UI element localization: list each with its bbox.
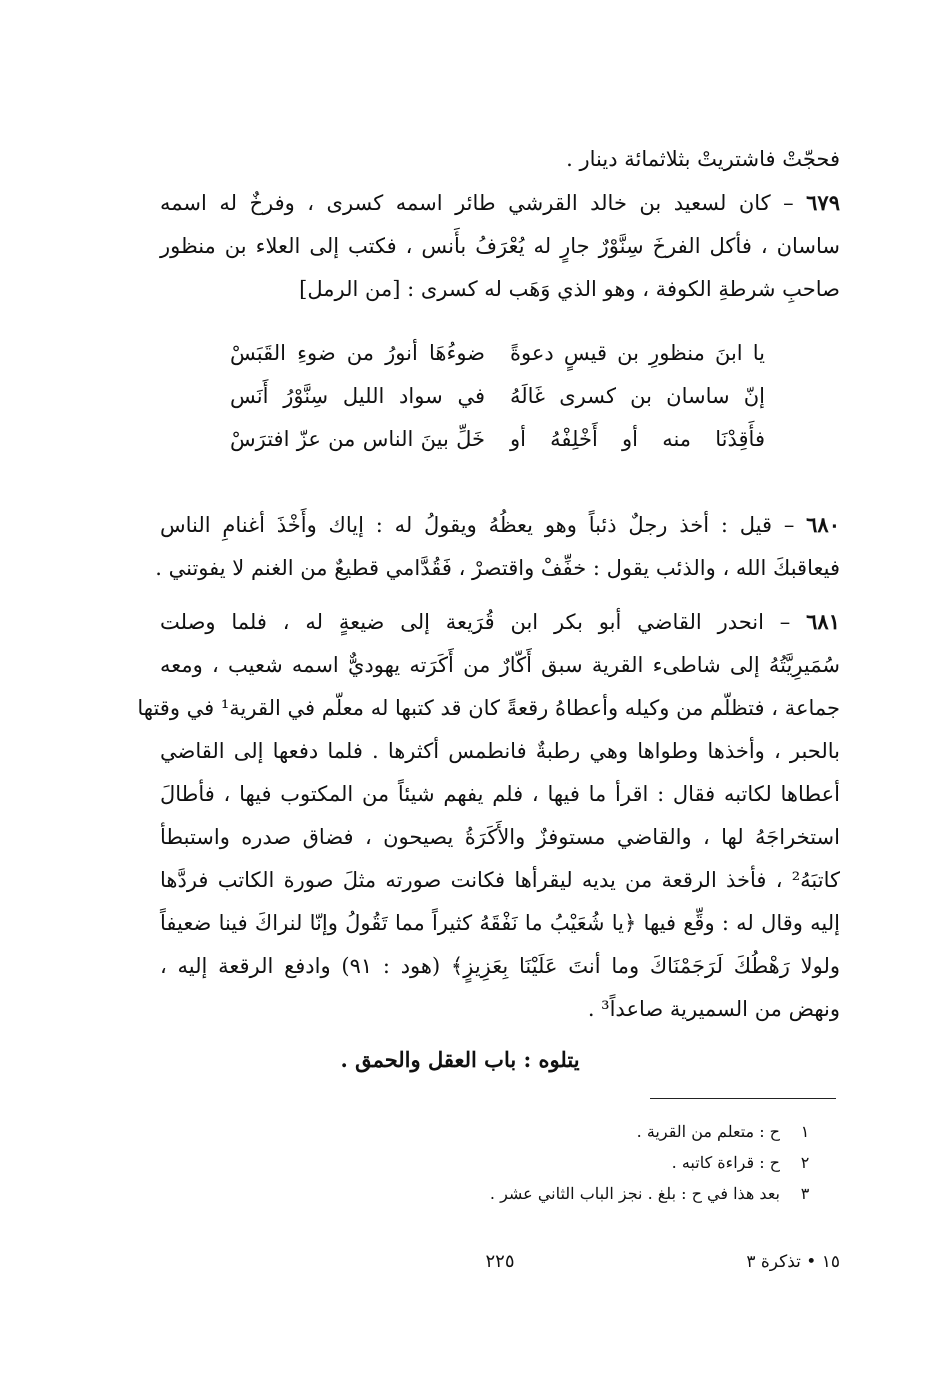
text-line: صاحبِ شرطةِ الكوفة ، وهو الذي وَهَب له كسرى : [من الرمل] xyxy=(299,277,840,301)
footnote-text: ح : قراءة كاتبه . xyxy=(671,1153,780,1172)
text-line: ولولا رَهْطُكَ لَرَجَمْنَاكَ وما أنتَ عَلَيْنَا بِعَزِيزٍ﴾ (هود : ٩١) وادفع الرقعة إليه ، xyxy=(160,954,840,978)
anecdote-number: ٦٨١ xyxy=(806,609,840,634)
text-line: سُمَيرِيَّتُهُ إلى شاطىء القرية سبق أَكّارٌ من أَكَرَته يهوديٌّ اسمه شعيب ، ومعه xyxy=(160,653,840,677)
footnote-number: ١ xyxy=(800,1122,810,1141)
first-hemistich: يا ابنَ منظورِ بن قيسٍ دعوةً xyxy=(510,341,765,365)
second-hemistich: خَلِّ بينَ الناس من عزّ افترَسْ xyxy=(230,427,485,451)
poem-verse xyxy=(230,332,765,375)
closing-note: يتلوه : باب العقل والحمق . xyxy=(340,1047,580,1072)
text-line: إليه وقال له : وقِّع فيها ﴿يا شُعَيْبُ ما نَفْقَهُ كثيراً مما تَقُولُ وإنّا لنراكَ فينا ضعيفاً xyxy=(160,911,840,935)
text-line: ونهض من السميرية صاعداً³ . xyxy=(587,997,840,1021)
footnote-separator xyxy=(650,1098,836,1099)
footnote xyxy=(400,1178,820,1209)
text-line: بالحبر ، وأخذها وطواها وهي رطبةٌ فانطمس أكثرها . فلما دفعها إلى القاضي xyxy=(160,739,840,763)
footnote-number: ٢ xyxy=(800,1153,810,1172)
text-line: استخراجَهُ لها ، والقاضي مستوفزٌ والأَكَرَةُ يصيحون ، فضاق صدره واستبطأ xyxy=(160,825,840,849)
footnote xyxy=(400,1116,820,1147)
anecdote-number: ٦٨٠ xyxy=(806,512,840,537)
second-hemistich: ضوءُهَا أنورُ من ضوءِ القَبَسْ xyxy=(230,341,485,365)
text-line: كاتبَهُ² ، فأخذ الرقعة من يديه ليقرأها فكانت صورته مثلَ صورة الكاتب فردَّها xyxy=(160,868,840,892)
poem-verse xyxy=(230,418,765,461)
text-line: جماعة ، فتظلّم من وكيله وأعطاهُ رقعةً كان قد كتبها له معلّم في القرية¹ في وقتها xyxy=(137,696,840,720)
anecdote-679 xyxy=(160,181,840,311)
anecdote-number: ٦٧٩ xyxy=(806,190,840,215)
text-line-content: – قيل : أخذ رجلٌ ذئباً وهو يعظُهُ ويقولُ له : إياك وأَخْذَ أغنامِ الناس xyxy=(160,513,795,537)
poem-verse xyxy=(230,375,765,418)
intro-line: فحجّتْ فاشتريتْ بثلاثمائة دينار . xyxy=(566,147,840,171)
footnote-number: ٣ xyxy=(800,1184,810,1203)
anecdote-680 xyxy=(155,503,840,590)
page-number: ٢٢٥ xyxy=(485,1251,515,1272)
poem xyxy=(230,332,765,461)
text-line xyxy=(160,600,840,644)
text-line: فيعاقبكَ الله ، والذئب يقول : خفِّفْ واقتصرْ ، فَقُدَّامي قطيعٌ من الغنم لا يفوتني . xyxy=(155,556,840,580)
footnote xyxy=(400,1147,820,1178)
text-line-content: – كان لسعيد بن خالد القرشي طائر اسمه كسرى ، وفرخٌ له اسمه xyxy=(160,191,794,215)
text-line xyxy=(160,181,840,225)
first-hemistich: فأَقِدْنَا منه أو أَخْلِفْهُ أو xyxy=(510,427,765,451)
text-line-content: – انحدر القاضي أبو بكر ابن قُرَيعة إلى ضيعةٍ له ، فلما وصلت xyxy=(160,610,791,634)
text-line: أعطاها لكاتبه فقال : اقرأ ما فيها ، فلم يفهم شيئاً من المكتوب فيها ، فأطالَ xyxy=(160,782,840,806)
second-hemistich: في سواد الليل سِنَّوْرُ أَنَس xyxy=(230,384,485,408)
footnotes xyxy=(400,1116,820,1209)
first-hemistich: إنّ ساسان بن كسرى غَالَهُ xyxy=(510,384,765,408)
footnote-text: ح : متعلم من القرية . xyxy=(636,1122,780,1141)
intro-paragraph xyxy=(160,138,840,181)
footnote-text: بعد هذا في ح : بلغ . نجز الباب الثاني عشر . xyxy=(489,1184,780,1203)
signature-mark: ١٥ • تذكرة ٣ xyxy=(746,1252,840,1272)
anecdote-681 xyxy=(137,600,840,1031)
text-line: ساسان ، فأكل الفرخَ سِنَّوْرٌ جارٍ له يُعْرَفُ بأَنس ، فكتب إلى العلاء بن منظور xyxy=(160,234,840,258)
text-line xyxy=(160,503,840,547)
